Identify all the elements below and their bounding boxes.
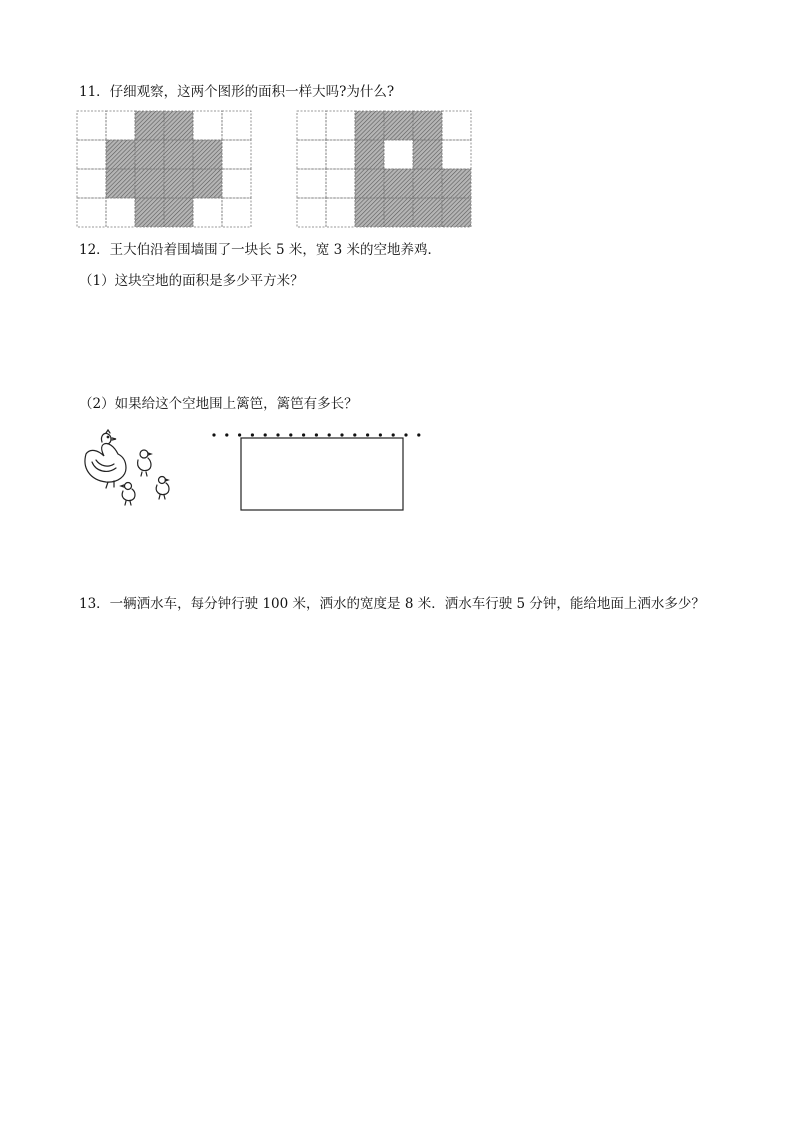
wall-dot [315, 433, 318, 436]
shaded-cell [442, 169, 471, 198]
grid-cell [106, 198, 135, 227]
shaded-cell [413, 140, 442, 169]
wall-dot [379, 433, 382, 436]
right-grid-figure [296, 110, 472, 228]
wall-dot [238, 433, 241, 436]
grid-cell [77, 198, 106, 227]
wall-dot [225, 433, 228, 436]
grid-cell [442, 140, 471, 169]
shaded-cell [384, 198, 413, 227]
shaded-cell [355, 169, 384, 198]
shaded-cell [164, 198, 193, 227]
question-13: 13．一辆洒水车，每分钟行驶 100 米，洒水的宽度是 8 米．洒水车行驶 5 分钟，能给地面上洒水多少？ [79, 596, 705, 612]
rectangular-plot-diagram [208, 428, 428, 518]
question-11: 11．仔细观察，这两个图形的面积一样大吗?为什么? [79, 84, 395, 100]
chick-icon [138, 450, 151, 476]
grid-cell [106, 111, 135, 140]
hen-icon [85, 430, 126, 488]
shaded-cell [135, 198, 164, 227]
question-12: 12．王大伯沿着围墙围了一块长 5 米，宽 3 米的空地养鸡． [79, 242, 442, 258]
grid-cell [77, 169, 106, 198]
wall-dot [353, 433, 356, 436]
chicken-plot-rectangle [241, 438, 403, 510]
grid-cell [297, 140, 326, 169]
shaded-cell [193, 169, 222, 198]
grid-cell [384, 140, 413, 169]
shaded-cell [413, 198, 442, 227]
shaded-cell [135, 111, 164, 140]
shaded-cell [384, 169, 413, 198]
chick-icon [156, 477, 169, 500]
wall-dot [404, 433, 407, 436]
shaded-cell [413, 111, 442, 140]
grid-cell [297, 198, 326, 227]
shaded-cell [106, 140, 135, 169]
grid-cell [326, 169, 355, 198]
wall-dot [276, 433, 279, 436]
question-12-part-1: （1）这块空地的面积是多少平方米？ [79, 273, 304, 289]
grid-cell [77, 111, 106, 140]
grid-cell [326, 140, 355, 169]
wall-dot [212, 433, 215, 436]
wall-dot [251, 433, 254, 436]
grid-cell [193, 198, 222, 227]
left-grid-figure [76, 110, 252, 228]
grid-cell [326, 111, 355, 140]
shaded-cell [164, 140, 193, 169]
shaded-cell [442, 198, 471, 227]
shaded-cell [355, 111, 384, 140]
shaded-cell [355, 198, 384, 227]
wall-dot [392, 433, 395, 436]
shaded-cell [135, 140, 164, 169]
shaded-cell [135, 169, 164, 198]
wall-dot [289, 433, 292, 436]
grid-cell [297, 169, 326, 198]
wall-dot [264, 433, 267, 436]
wall-dot [328, 433, 331, 436]
shaded-cell [413, 169, 442, 198]
grid-cell [222, 169, 251, 198]
grid-cell [326, 198, 355, 227]
grid-cell [442, 111, 471, 140]
shaded-cell [106, 169, 135, 198]
grid-cell [222, 140, 251, 169]
shaded-cell [384, 111, 413, 140]
grid-cell [222, 198, 251, 227]
wall-dot [366, 433, 369, 436]
chick-icon [121, 483, 135, 506]
hen-and-chicks-illustration [78, 428, 178, 510]
grid-cell [297, 111, 326, 140]
grid-cell [193, 111, 222, 140]
shaded-cell [193, 140, 222, 169]
shaded-cell [164, 169, 193, 198]
grid-cell [77, 140, 106, 169]
shaded-cell [355, 140, 384, 169]
wall-dot [417, 433, 420, 436]
wall-dot [302, 433, 305, 436]
grid-cell [222, 111, 251, 140]
question-12-part-2: （2）如果给这个空地围上篱笆，篱笆有多长？ [79, 396, 358, 412]
shaded-cell [164, 111, 193, 140]
wall-dot [340, 433, 343, 436]
wall-dotted-line [212, 433, 420, 436]
